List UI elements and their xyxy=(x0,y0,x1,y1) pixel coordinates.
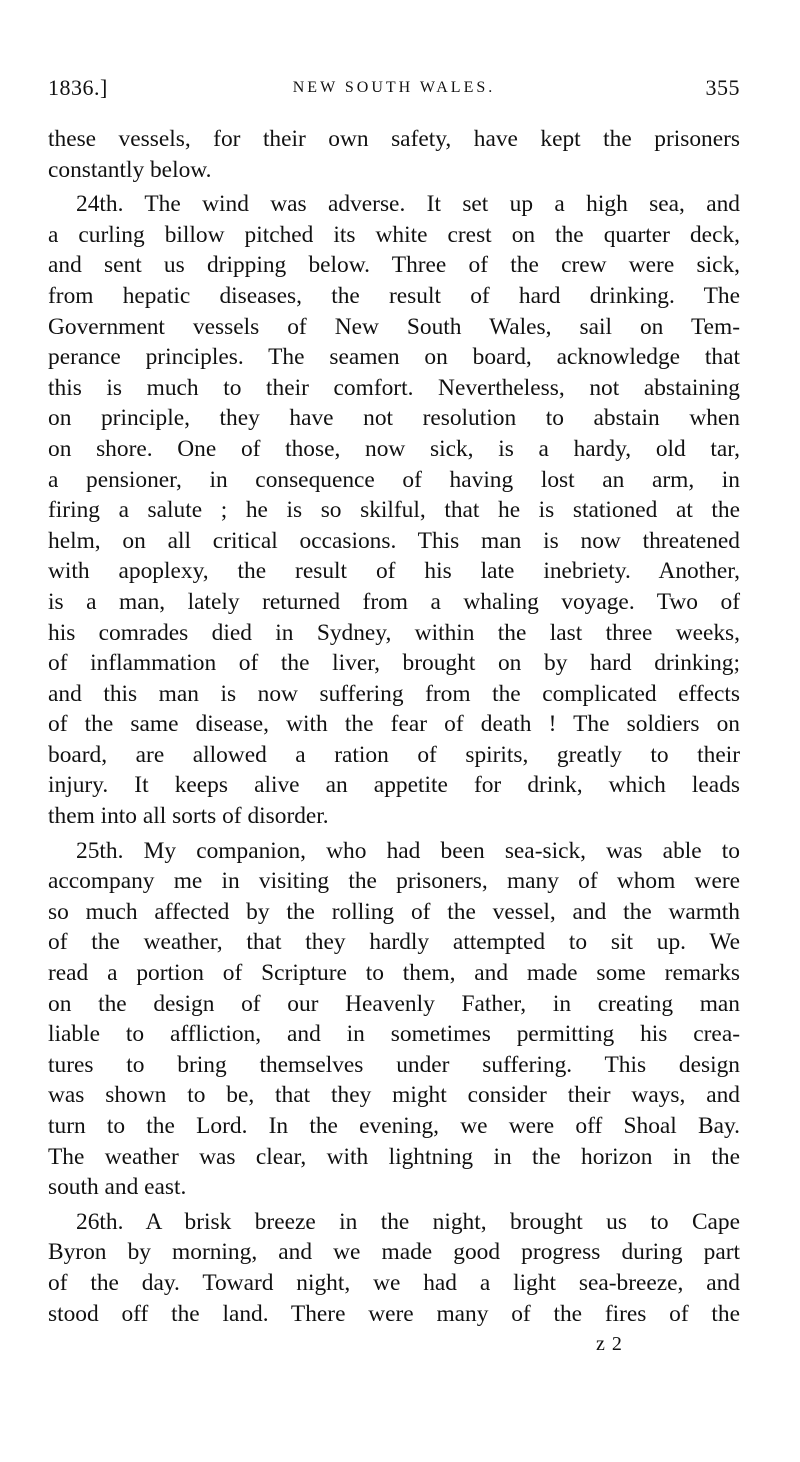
text-line: this is much to their comfort. Nevertheless, not abstaining xyxy=(48,374,740,401)
text-line: of the same disease, with the fear of death ! The soldiers on xyxy=(48,711,740,738)
text-line: firing a salute ; he is so skilful, that he is stationed at the xyxy=(48,497,740,524)
text-line: on principle, they have not resolution to abstain when xyxy=(48,405,740,432)
text-line: constantly below. xyxy=(48,156,212,183)
text-line: his comrades died in Sydney, within the last three weeks, xyxy=(48,619,740,646)
text-line: on shore. One of those, now sick, is a hardy, old tar, xyxy=(48,435,740,462)
text-line: read a portion of Scripture to them, and made some remarks xyxy=(48,960,740,987)
text-line: accompany me in visiting the prisoners, many of whom were xyxy=(48,868,740,895)
text-line: was shown to be, that they might consider their ways, and xyxy=(48,1082,740,1109)
text-line: tures to bring themselves under suffering. This design xyxy=(48,1051,740,1078)
text-line: a curling billow pitched its white crest on the quarter deck, xyxy=(48,221,740,248)
text-line: of the day. Toward night, we had a light sea-breeze, and xyxy=(48,1269,740,1296)
paragraph-start-line: 25th. My companion, who had been sea-sick, was able to xyxy=(76,837,740,864)
text-line: south and east. xyxy=(48,1174,187,1201)
text-line: board, are allowed a ration of spirits, greatly to their xyxy=(48,741,740,768)
paragraph-start-line: 24th. The wind was adverse. It set up a high sea, and xyxy=(76,191,740,218)
book-page xyxy=(48,70,740,1357)
text-line: and this man is now suffering from the complicated effects xyxy=(48,680,740,707)
text-line: of the weather, that they hardly attempted to sit up. We xyxy=(48,929,740,956)
text-line: so much affected by the rolling of the vessel, and the warmth xyxy=(48,898,740,925)
text-line: from hepatic diseases, the result of hard drinking. The xyxy=(48,282,740,309)
header-page-number: 355 xyxy=(705,75,740,100)
header-running-title: NEW SOUTH WALES. xyxy=(292,79,496,96)
text-line: turn to the Lord. In the evening, we were off Shoal Bay. xyxy=(48,1113,740,1139)
text-line: The weather was clear, with lightning in the horizon in the xyxy=(48,1143,740,1170)
text-line: and sent us dripping below. Three of the crew were sick, xyxy=(48,252,740,279)
running-header xyxy=(48,70,740,106)
text-line: injury. It keeps alive an appetite for drink, which leads xyxy=(48,772,740,799)
body-text xyxy=(48,124,740,1329)
text-line: a pensioner, in consequence of having lost an arm, in xyxy=(48,466,740,493)
text-line: helm, on all critical occasions. This man is now threatened xyxy=(48,527,740,554)
signature-mark: z 2 xyxy=(596,1333,623,1356)
text-line: on the design of our Heavenly Father, in creating man xyxy=(48,990,740,1017)
text-line: Government vessels of New South Wales, sail on Tem- xyxy=(48,313,740,340)
text-line: of inflammation of the liver, brought on by hard drinking; xyxy=(48,650,740,677)
text-line: Byron by morning, and we made good progress during part xyxy=(48,1239,740,1266)
text-line: is a man, lately returned from a whaling voyage. Two of xyxy=(48,588,740,615)
text-line: stood off the land. There were many of the fires of the xyxy=(48,1300,740,1327)
text-line: perance principles. The seamen on board, acknowledge that xyxy=(48,344,740,371)
text-line: liable to affliction, and in sometimes permitting his crea- xyxy=(48,1021,740,1048)
header-year: 1836.] xyxy=(48,75,108,100)
text-line: these vessels, for their own safety, have kept the prisoners xyxy=(48,126,740,152)
paragraph-start-line: 26th. A brisk breeze in the night, brought us to Cape xyxy=(76,1208,740,1235)
text-line: them into all sorts of disorder. xyxy=(48,803,329,830)
text-line: with apoplexy, the result of his late inebriety. Another, xyxy=(48,558,740,585)
